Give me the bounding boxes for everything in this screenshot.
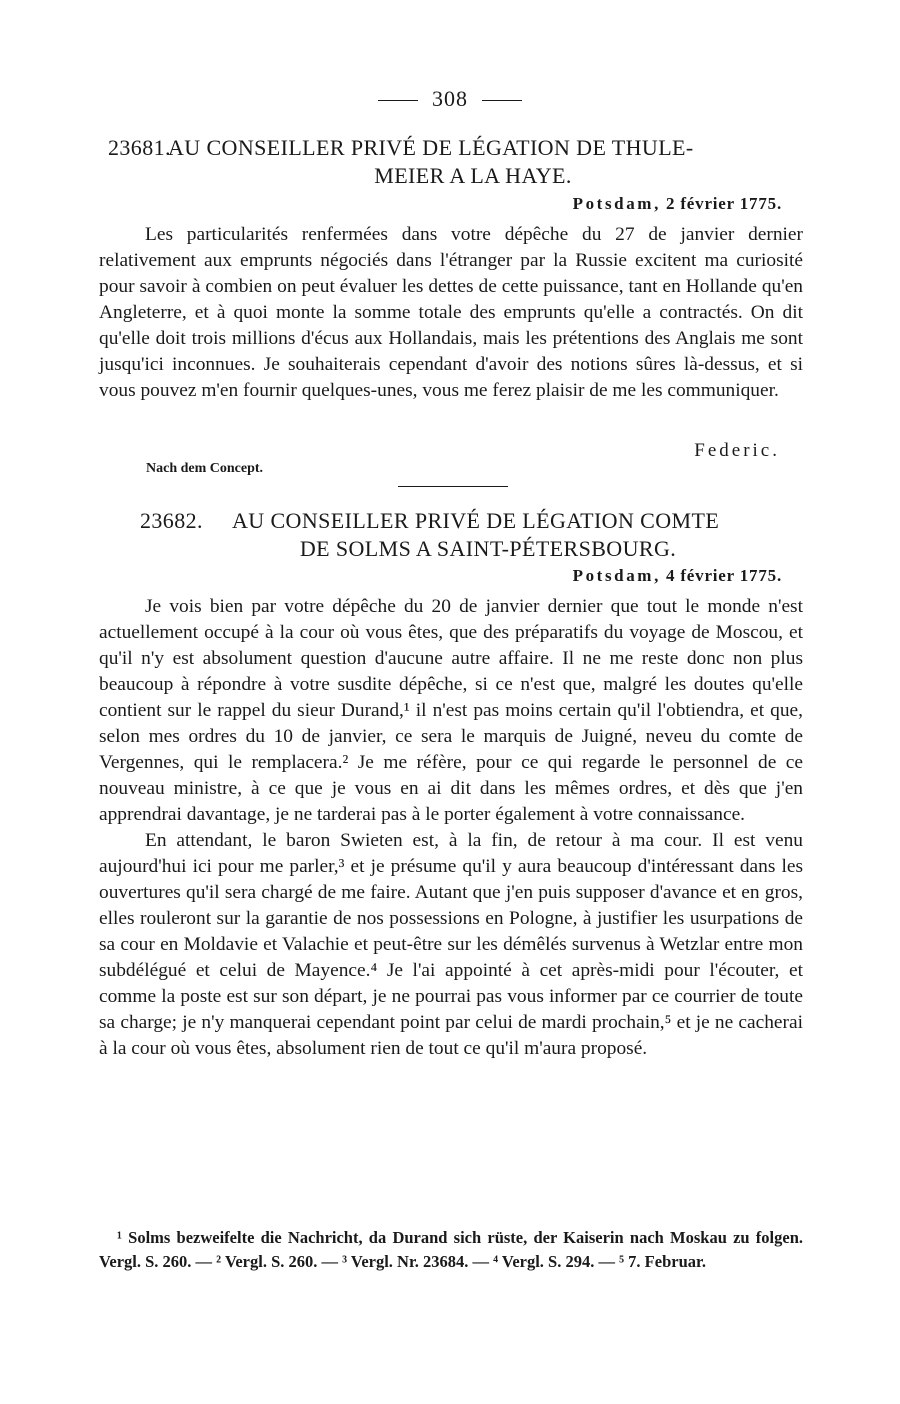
letter-1-dateline <box>573 194 782 214</box>
letter-1-signature: Federic. <box>694 440 780 461</box>
letter-2-paragraph-2: En attendant, le baron Swieten est, à la fin, de retour à ma cour. Il est venu aujourd'hui ici pour me parler,³ et je présume qu'il y aura beaucoup d'intéressant dans les ouvertures qu'il sera chargé de me faire. Autant que j'en puis supposer d'avance et en gros, elles rouleront sur la garantie de nos possessions en Pologne, à justifier les usurpations de sa cour en Moldavie et Valachie et peut-être sur les démêlés survenus à Wetzlar entre mon subdélégué et celui de Mayence.⁴ Je l'ai appointé à cet après-midi pour l'écouter, et comme la poste est sur son départ, je ne pourrai pas vous informer par ce courrier de toute sa charge; je n'y manquerai cependant point par celui de mardi prochain,⁵ et je ne cacherai à la cour où vous êtes, absolument rien de tout ce qu'il m'aura proposé. <box>99 830 803 1059</box>
letter-2-date: 4 février 1775. <box>665 566 782 585</box>
letter-2-place: Potsdam, <box>572 566 661 585</box>
letter-1-paragraph: Les particularités renfermées dans votre dépêche du 27 de janvier dernier relativement aux emprunts négociés dans l'étranger par la Russie excitent ma curiosité pour savoir à combien on peut évaluer les dettes de cette puissance, tant en Hollande qu'en Angleterre, et à quoi monte la somme totale des emprunts qu'elle a contractés. On dit qu'elle doit trois millions d'écus aux Hollandais, mais les prétentions des Anglais me sont jusqu'ici inconnues. Je souhaiterais cependant d'avoir des notions sûres là-dessus, et si vous pouvez m'en fournir quelques-unes, vous me ferez plaisir de me les communiquer. <box>99 224 803 401</box>
page-number <box>0 86 900 112</box>
letter-2-paragraph-1: Je vois bien par votre dépêche du 20 de janvier dernier que tout le monde n'est actuellement occupé à la cour où vous êtes, que des préparatifs du voyage de Moscou, et qu'il n'y est absolument question d'aucune autre affaire. Il ne me reste donc non plus beaucoup à répondre à votre susdite dépêche, si ce n'est que, malgré les doutes qu'elle contient sur le rappel du sieur Durand,¹ il n'est pas moins certain qu'il l'obtiendra, et que, selon mes ordres du 10 de janvier, ce sera le marquis de Juigné, neveu du comte de Vergennes, qui le remplacera.² Je me réfère, pour ce qui regarde le personnel de ce nouveau ministre, à ce que je vous en ai dit dans les mêmes ordres, et dès que j'en apprendrai davantage, je ne tarderai pas à le porter également à votre connaissance. <box>99 596 803 825</box>
page-number-dash-left <box>378 100 418 101</box>
letter-1-number: 23681. <box>108 135 171 160</box>
section-divider <box>398 486 508 487</box>
letter-2-number: 23682. <box>140 508 203 533</box>
letter-2-heading <box>108 507 798 563</box>
letter-2-heading-line1: AU CONSEILLER PRIVÉ DE LÉGATION COMTE <box>232 508 720 533</box>
letter-1-source-note: Nach dem Concept. <box>146 461 264 476</box>
page-number-text: 308 <box>432 86 468 111</box>
letter-1-heading-line1: AU CONSEILLER PRIVÉ DE LÉGATION DE THULE- <box>168 135 694 160</box>
letter-2-heading-line2: DE SOLMS A SAINT-PÉTERSBOURG. <box>299 536 677 561</box>
letter-1-date: 2 février 1775. <box>665 194 782 213</box>
footnotes <box>99 1226 803 1274</box>
letter-1-heading <box>108 134 798 190</box>
letter-1-heading-line2: MEIER A LA HAYE. <box>374 163 572 188</box>
letter-2-dateline <box>573 566 782 586</box>
letter-1-place: Potsdam, <box>572 194 661 213</box>
page-number-dash-right <box>482 100 522 101</box>
letter-2-body <box>99 594 803 1062</box>
footnotes-text: ¹ Solms bezweifelte die Nachricht, da Durand sich rüste, der Kaiserin nach Moskau zu folgen. Vergl. S. 260. — ² Vergl. S. 260. — ³ Vergl. Nr. 23684. — ⁴ Vergl. S. 294. — ⁵ 7. Februar. <box>99 1228 803 1271</box>
letter-1-body <box>99 222 803 404</box>
